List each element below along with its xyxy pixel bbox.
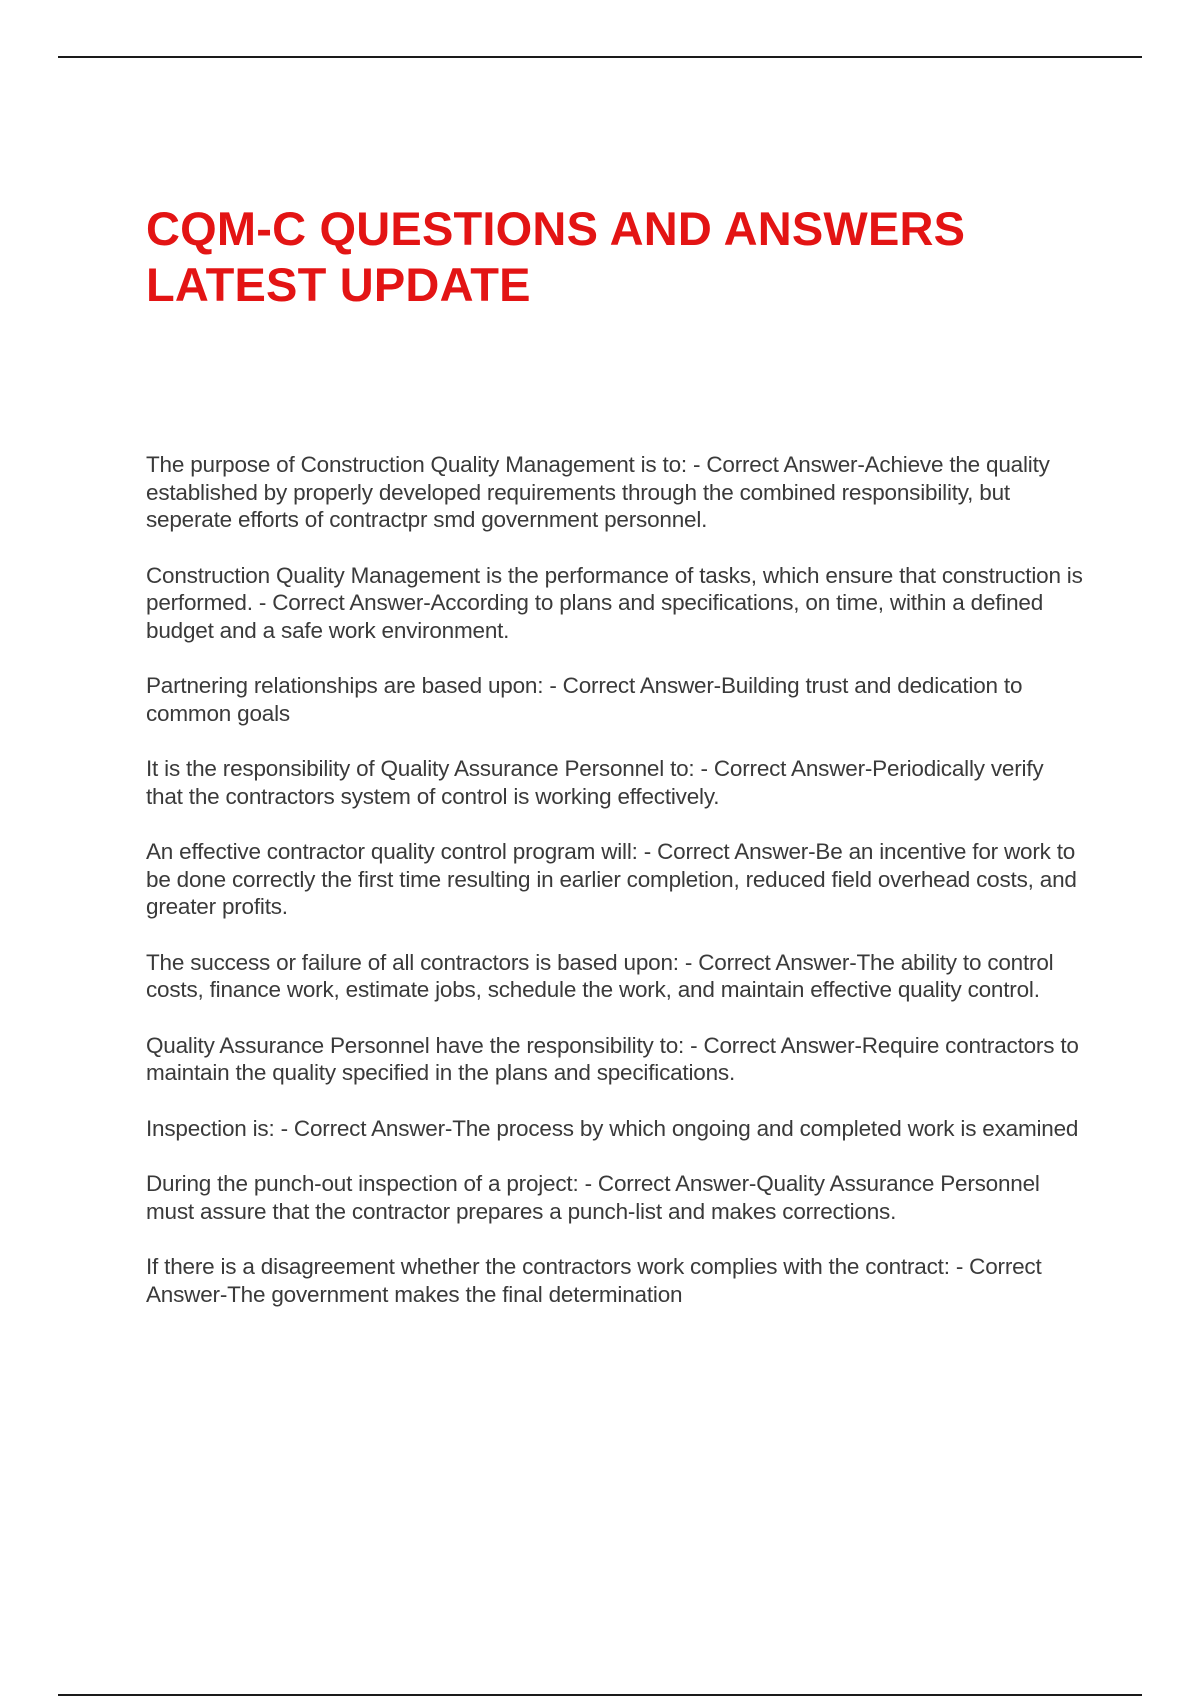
qa-list xyxy=(146,451,1086,1336)
qa-item: During the punch-out inspection of a project: - Correct Answer-Quality Assurance Personnel must assure that the contractor prepares a punch-list and makes corrections. xyxy=(146,1171,1040,1224)
title-line-1: CQM-C QUESTIONS AND ANSWERS xyxy=(146,202,966,255)
qa-item: Construction Quality Management is the performance of tasks, which ensure that construction is performed. - Correct Answer-According to plans and specifications, on time, within a defined budget and a safe work environment. xyxy=(146,562,1083,643)
qa-item: The purpose of Construction Quality Management is to: - Correct Answer-Achieve the quality established by properly developed requirements through the combined responsibility, but seperate efforts of contractpr smd government personnel. xyxy=(146,452,1050,532)
qa-item: An effective contractor quality control program will: - Correct Answer-Be an incentive for work to be done correctly the first time resulting in earlier completion, reduced field overhead costs, and greater profits. xyxy=(146,839,1077,919)
qa-item: If there is a disagreement whether the contractors work complies with the contract: - Correct Answer-The government makes the final determination xyxy=(146,1254,1042,1307)
top-rule xyxy=(58,56,1142,58)
qa-item: It is the responsibility of Quality Assurance Personnel to: - Correct Answer-Periodically verify that the contractors system of control is working effectively. xyxy=(146,756,1044,809)
qa-item: Partnering relationships are based upon: - Correct Answer-Building trust and dedication to common goals xyxy=(146,673,1023,726)
qa-item: The success or failure of all contractors is based upon: - Correct Answer-The ability to control costs, finance work, estimate jobs, schedule the work, and maintain effective quality control. xyxy=(146,949,1054,1002)
qa-item: Inspection is: - Correct Answer-The process by which ongoing and completed work is examined xyxy=(146,1115,1079,1141)
bottom-rule xyxy=(58,1694,1142,1696)
qa-item: Quality Assurance Personnel have the responsibility to: - Correct Answer-Require contractors to maintain the quality specified in the plans and specifications. xyxy=(146,1032,1079,1085)
document-title xyxy=(146,201,1106,313)
title-line-2: LATEST UPDATE xyxy=(146,258,531,311)
